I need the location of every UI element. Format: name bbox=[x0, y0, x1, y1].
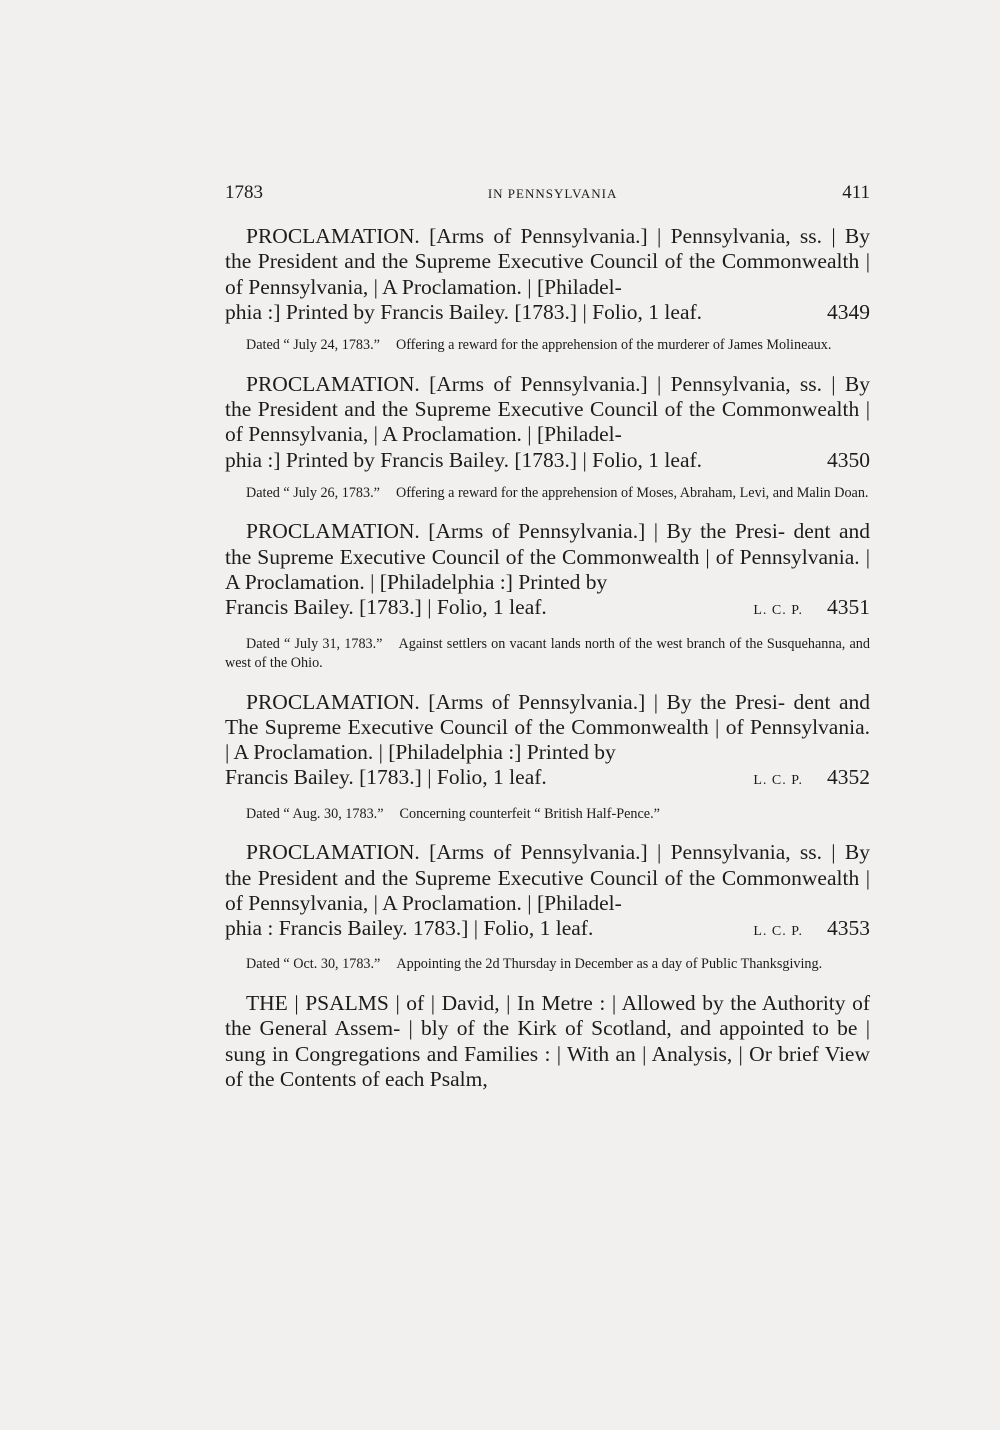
header-year: 1783 bbox=[225, 182, 263, 203]
entry-line: | of Pennsylvania. | A Proclamation. | [Philadelphia :] Printed by bbox=[225, 544, 871, 594]
note-text: Appointing the 2d Thursday in December as a day of Public Thanksgiving. bbox=[396, 956, 823, 973]
entry-line: ss. | By the President and the Supreme Executive Council of the bbox=[225, 371, 870, 421]
page bbox=[225, 182, 870, 1092]
entry-line: Commonwealth | of Pennsylvania, | A Proclamation. | [Philadel- bbox=[225, 865, 871, 915]
entry-note bbox=[225, 635, 870, 674]
entry-location: L. C. P. bbox=[753, 603, 803, 619]
entry-line: PROCLAMATION. [Arms of Pennsylvania.] | Pennsylvania, bbox=[246, 371, 791, 396]
header-section: IN PENNSYLVANIA bbox=[487, 186, 618, 201]
entry-line: PROCLAMATION. [Arms of Pennsylvania.] | Pennsylvania, bbox=[246, 840, 791, 865]
entry-line: ss. | By the President and the Supreme Executive Council of the bbox=[225, 840, 870, 890]
entry-line: dent and the Supreme Executive Council of the Commonwealth bbox=[225, 519, 871, 569]
entry-last-line bbox=[225, 595, 870, 623]
entry-location: L. C. P. bbox=[753, 924, 803, 940]
entry-note bbox=[225, 484, 870, 504]
entry-title bbox=[225, 519, 870, 595]
entry-note bbox=[225, 336, 870, 356]
entries-list bbox=[225, 224, 870, 975]
bibliography-entry bbox=[225, 224, 870, 356]
entry-title bbox=[225, 690, 870, 766]
note-date: Dated “ July 31, 1783.” bbox=[246, 635, 383, 652]
entry-line: | By the President and the Supreme Executive Council of the bbox=[225, 224, 870, 274]
entry-title bbox=[225, 224, 870, 300]
note-date: Dated “ Aug. 30, 1783.” bbox=[246, 805, 384, 822]
entry-last-line bbox=[225, 765, 870, 793]
final-entry: THE | PSALMS | of | David, | In Metre : | Allowed by the Authority of the General Assem- | bly of the Kirk of Scotland, and appointed to be | sung in Congregations and Families : | With an | Analysis, | Or brief View of the Contents of each Psalm, bbox=[225, 990, 870, 1091]
entry-last-line bbox=[225, 448, 870, 473]
entry-imprint: phia :] Printed by Francis Bailey. [1783.] | Folio, 1 leaf. bbox=[225, 299, 703, 324]
entry-number: 4352 bbox=[827, 765, 870, 790]
entry-number: 4349 bbox=[827, 299, 870, 324]
note-text: Against settlers on vacant lands north of the west branch of the Susquehanna, and west of the Ohio. bbox=[225, 635, 870, 672]
entry-location: L. C. P. bbox=[753, 773, 803, 789]
entry-title bbox=[225, 372, 870, 448]
bibliography-entry bbox=[225, 519, 870, 673]
entry-number: 4351 bbox=[827, 595, 870, 620]
entry-last-line bbox=[225, 916, 870, 944]
bibliography-entry bbox=[225, 372, 870, 504]
note-date: Dated “ Oct. 30, 1783.” bbox=[246, 956, 381, 973]
entry-number: 4350 bbox=[827, 447, 870, 472]
entry-line: PROCLAMATION. [Arms of Pennsylvania.] | By the Presi- bbox=[246, 689, 785, 714]
entry-line: | of Pennsylvania. | A Proclamation. | [Philadelphia :] Printed by bbox=[225, 714, 870, 765]
entry-imprint: phia : Francis Bailey. 1783.] | Folio, 1 leaf. bbox=[225, 916, 594, 941]
entry-number: 4353 bbox=[827, 916, 870, 941]
entry-note bbox=[225, 955, 870, 975]
entry-line: Commonwealth | of Pennsylvania, | A Proclamation. | [Philadel- bbox=[225, 396, 871, 447]
bibliography-entry bbox=[225, 690, 870, 825]
note-text: Offering a reward for the apprehension of Moses, Abraham, Levi, and Malin Doan. bbox=[395, 484, 869, 501]
note-date: Dated “ July 24, 1783.” bbox=[246, 337, 380, 354]
entry-line: dent and The Supreme Executive Council of the Commonwealth bbox=[225, 689, 871, 739]
entry-line: PROCLAMATION. [Arms of Pennsylvania.] | Pennsylvania, ss. bbox=[246, 224, 823, 248]
entry-imprint: Francis Bailey. [1783.] | Folio, 1 leaf. bbox=[225, 765, 547, 790]
entry-imprint: Francis Bailey. [1783.] | Folio, 1 leaf. bbox=[225, 595, 547, 620]
entry-note bbox=[225, 805, 870, 825]
entry-line: Commonwealth | of Pennsylvania, | A Proclamation. | [Philadel- bbox=[225, 249, 871, 299]
note-text: Offering a reward for the apprehension of the murderer of James Molineaux. bbox=[395, 337, 832, 354]
note-text: Concerning counterfeit “ British Half-Pence.” bbox=[399, 805, 660, 822]
entry-imprint: phia :] Printed by Francis Bailey. [1783.] | Folio, 1 leaf. bbox=[225, 447, 703, 472]
running-head bbox=[225, 182, 870, 204]
page-number: 411 bbox=[842, 182, 870, 203]
entry-line: PROCLAMATION. [Arms of Pennsylvania.] | By the Presi- bbox=[246, 519, 785, 544]
note-date: Dated “ July 26, 1783.” bbox=[246, 484, 380, 501]
bibliography-entry bbox=[225, 840, 870, 975]
entry-last-line bbox=[225, 300, 870, 325]
entry-title bbox=[225, 840, 870, 916]
